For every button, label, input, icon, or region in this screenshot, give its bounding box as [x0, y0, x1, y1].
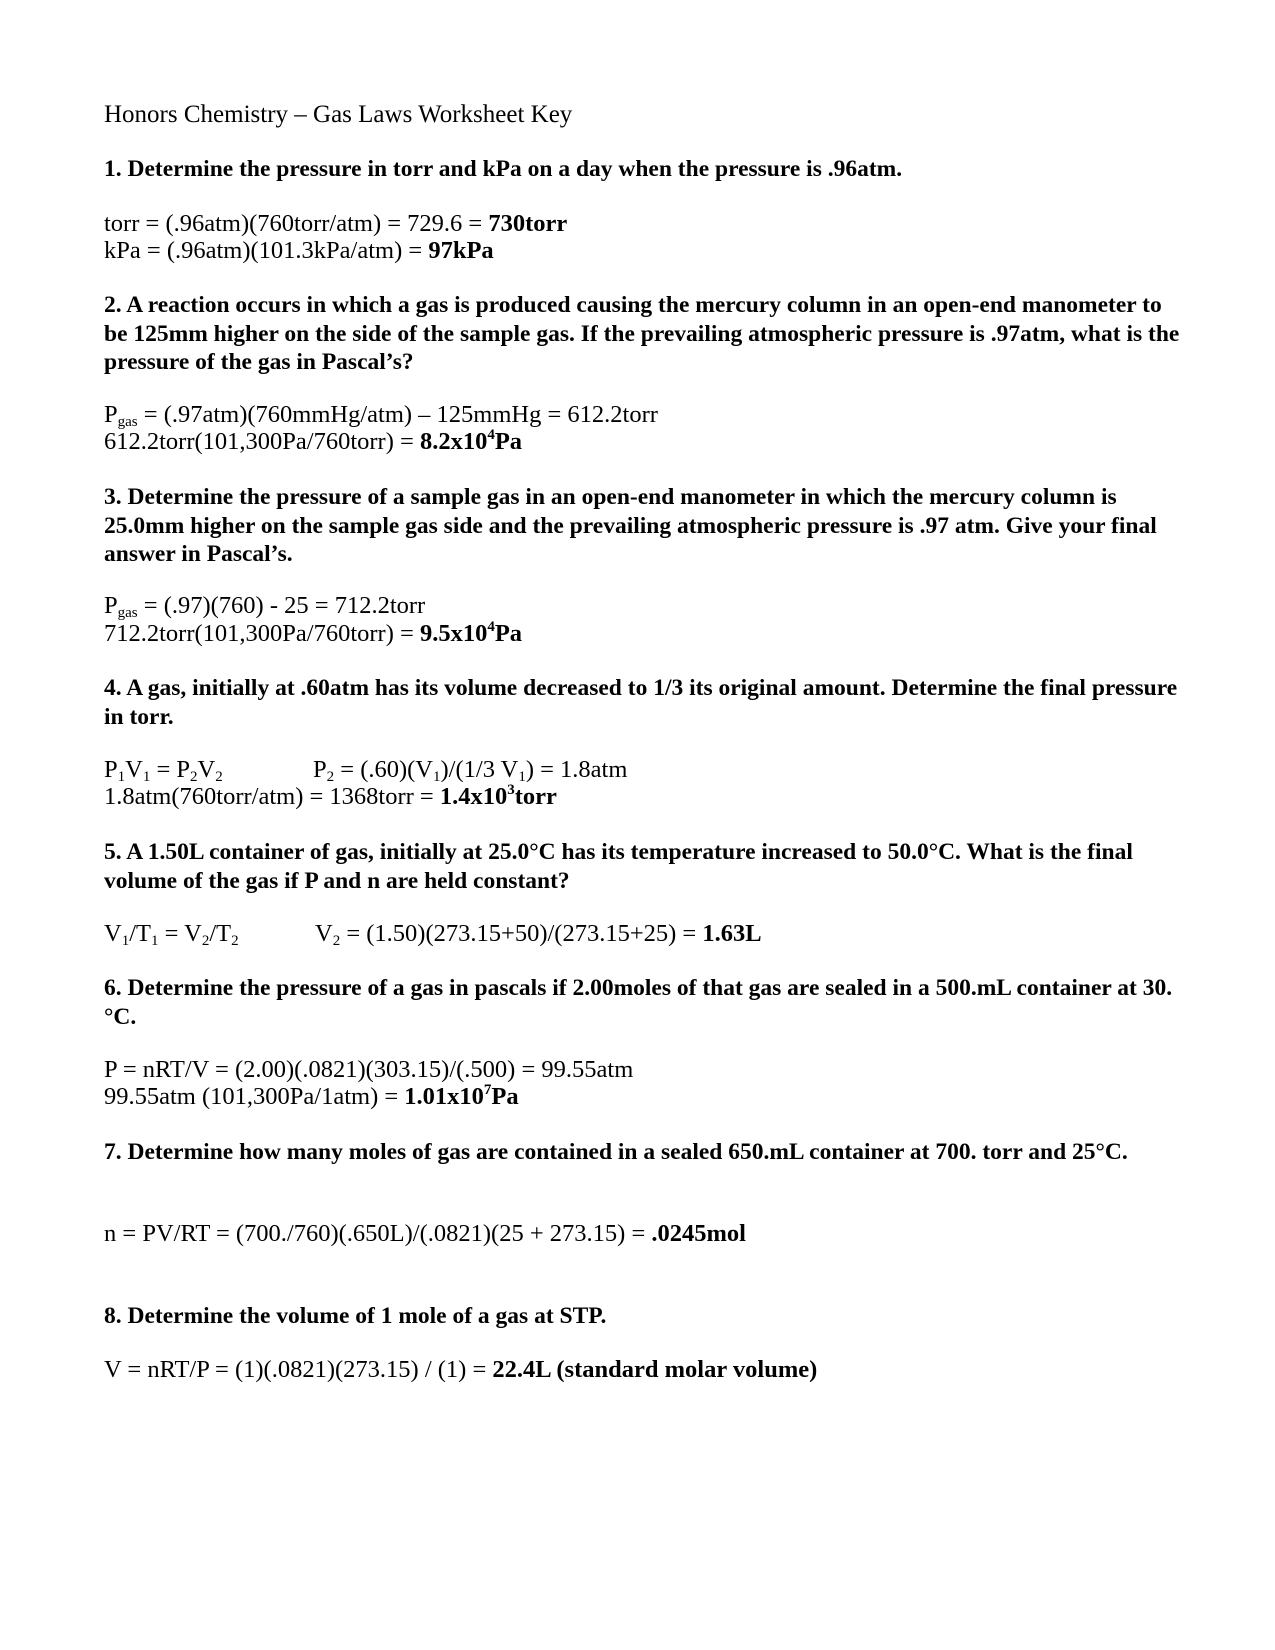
answer-4-line-2: 1.8atm(760torr/atm) = 1368torr = $1.4x10^3torr$ [104, 782, 557, 810]
answer-2-line-1: $P_{gas}$ = (.97atm)(760mmHg/atm) – 125mmHg = 612.2torr [104, 401, 658, 430]
answer-1-line-2: kPa = (.96atm)(101.3kPa/atm) = 97kPa [104, 237, 494, 264]
answer-6-line-1: P = nRT/V = (2.00)(.0821)(303.15)/(.500) = 99.55atm [104, 1056, 634, 1083]
answer-1-line-1: torr = (.96atm)(760torr/atm) = 729.6 = 730torr [104, 210, 568, 237]
answer-5-line-1 [104, 920, 762, 949]
question-5: 5. A 1.50L container of gas, initially at 25.0°C has its temperature increased to 50.0°C. What is the final volume of the gas if P and n are held constant? [104, 839, 1133, 894]
answer-2-line-2: 612.2torr(101,300Pa/760torr) = $8.2x10^4Pa$ [104, 427, 523, 455]
question-4: 4. A gas, initially at .60atm has its volume decreased to 1/3 its original amount. Determine the final pressure in torr. [104, 675, 1178, 730]
question-1: 1. Determine the pressure in torr and kPa on a day when the pressure is .96atm. [104, 156, 903, 182]
question-2: 2. A reaction occurs in which a gas is produced causing the mercury column in an open-end manometer to be 125mm higher on the side of the sample gas. If the prevailing atmospheric pressure is .97atm, what is the pressure of the gas in Pascal’s? [104, 292, 1180, 375]
document-title: Honors Chemistry – Gas Laws Worksheet Key [104, 101, 573, 128]
answer-3-line-2: 712.2torr(101,300Pa/760torr) = $9.5x10^4Pa$ [104, 619, 523, 647]
question-7: 7. Determine how many moles of gas are contained in a sealed 650.mL container at 700. torr and 25°C. [104, 1139, 1128, 1165]
equation-p2: $P_2 = (.60)(V_1)/(1/3$ $V_1) = 1.8atm$ [313, 756, 628, 785]
answer-8-line-1: V = nRT/P = (1)(.0821)(273.15) / (1) = 22.4L (standard molar volume) [104, 1356, 818, 1383]
answer-4-line-1 [104, 756, 628, 785]
equation-charles: $V_1/T_1 = V_2/T_2$ [104, 920, 239, 949]
answer-7-line-1: n = PV/RT = (700./760)(.650L)/(.0821)(25 + 273.15) = .0245mol [104, 1220, 746, 1247]
equation-boyle: $P_1V_1 = P_2V_2$ [104, 756, 223, 785]
question-8: 8. Determine the volume of 1 mole of a gas at STP. [104, 1303, 607, 1329]
question-6: 6. Determine the pressure of a gas in pascals if 2.00moles of that gas are sealed in a 500.mL container at 30.°C. [104, 975, 1173, 1030]
answer-3-line-1: $P_{gas} = (.97)(760) - 25$ = 712.2torr [104, 592, 426, 621]
answer-6-line-2: 99.55atm $(101,300Pa/1atm) = 1.01x10^7Pa$ [104, 1082, 519, 1110]
question-3: 3. Determine the pressure of a sample gas in an open-end manometer in which the mercury column is 25.0mm higher on the sample gas side and the prevailing atmospheric pressure is .97 atm. Give your final answer in Pascal’s. [104, 484, 1157, 567]
equation-v2: $V_2 = (1.50)(273.15+50)/(273.15+25) = 1.63L$ [315, 920, 762, 949]
